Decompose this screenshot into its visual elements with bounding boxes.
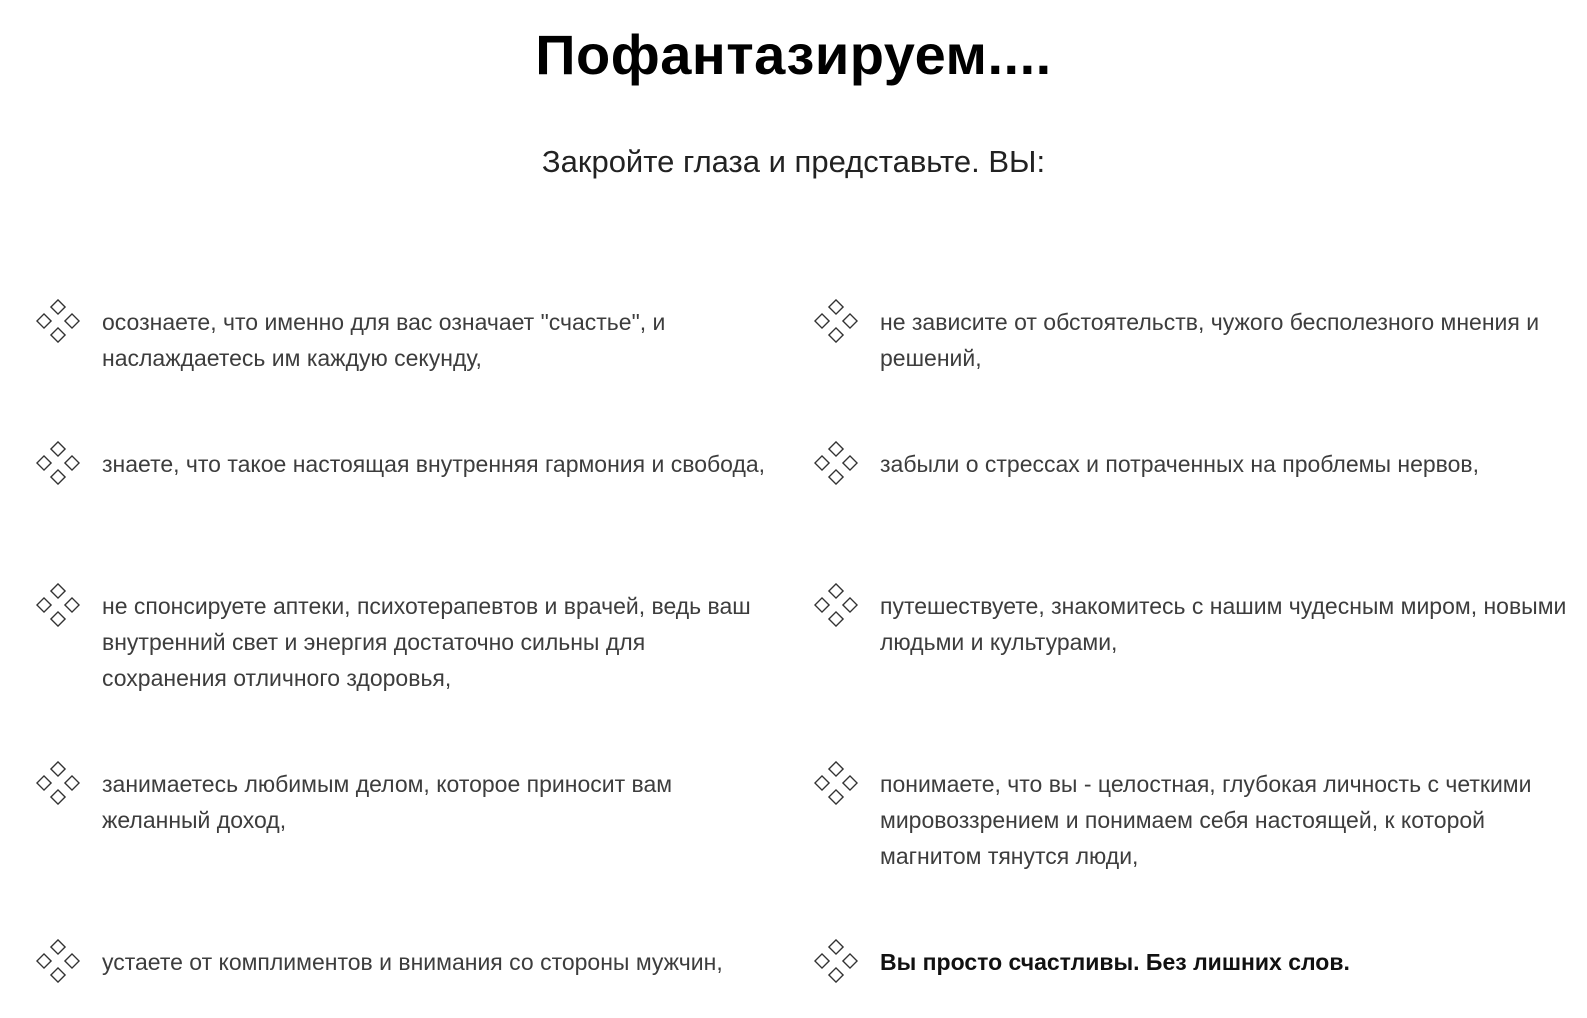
list-item <box>36 944 776 983</box>
list-item <box>814 304 1574 376</box>
list-item-text: путешествуете, знакомитесь с нашим чудесным миром, новыми людьми и культурами, <box>880 593 1567 655</box>
list-item <box>36 766 776 838</box>
diamond-knot-icon <box>36 761 80 805</box>
diamond-knot-icon <box>814 939 858 983</box>
list-item-text: знаете, что такое настоящая внутренняя гармония и свобода, <box>102 451 766 477</box>
diamond-knot-icon <box>814 583 858 627</box>
list-item <box>814 446 1574 485</box>
list-item <box>814 588 1574 660</box>
list-item-text-emphasis: Вы просто счастливы. Без лишних слов. <box>880 949 1350 975</box>
list-item <box>36 588 776 696</box>
list-item-text: не спонсируете аптеки, психотерапевтов и врачей, ведь ваш внутренний свет и энергия достаточно сильны для сохранения отличного здоровья, <box>102 593 751 691</box>
page-subtitle: Закройте глаза и представьте. ВЫ: <box>541 144 1046 179</box>
diamond-knot-icon <box>814 299 858 343</box>
list-item <box>36 446 776 485</box>
diamond-knot-icon <box>814 441 858 485</box>
list-item-text: понимаете, что вы - целостная, глубокая личность с четкими мировоззрением и понимаем себя настоящей, к которой магнитом тянутся люди, <box>880 771 1532 869</box>
list-item <box>36 304 776 376</box>
diamond-knot-icon <box>36 441 80 485</box>
list-item <box>814 766 1574 874</box>
diamond-knot-icon <box>36 299 80 343</box>
diamond-knot-icon <box>36 939 80 983</box>
list-item-text: осознаете, что именно для вас означает "счастье", и наслаждаетесь им каждую секунду, <box>102 309 666 371</box>
list-item-text: устаете от комплиментов и внимания со стороны мужчин, <box>102 949 723 975</box>
list-item-text: не зависите от обстоятельств, чужого бесполезного мнения и решений, <box>880 309 1540 371</box>
list-item-text: занимаетесь любимым делом, которое приносит вам желанный доход, <box>102 771 673 833</box>
list-item <box>814 944 1574 983</box>
page-title: Пофантазируем.... <box>535 23 1052 86</box>
list-item-text: забыли о стрессах и потраченных на проблемы нервов, <box>880 451 1480 477</box>
diamond-knot-icon <box>36 583 80 627</box>
diamond-knot-icon <box>814 761 858 805</box>
